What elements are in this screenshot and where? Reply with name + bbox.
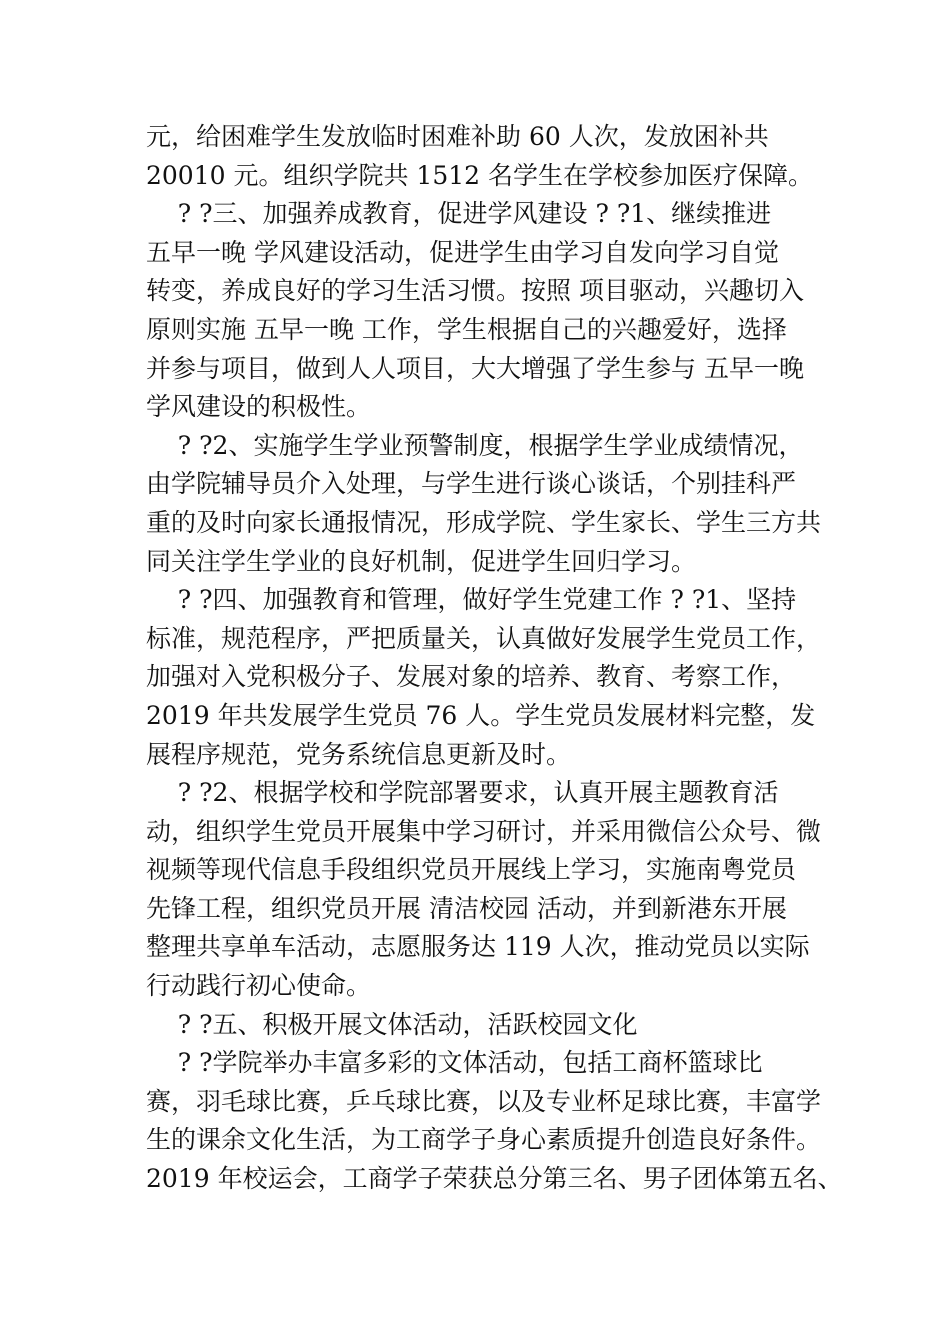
text-line: 2019 年校运会，工商学子荣获总分第三名、男子团体第五名、 bbox=[146, 1164, 843, 1194]
text-line: 学风建设的积极性。 bbox=[146, 392, 372, 422]
text-line: 五早一晚 学风建设活动，促进学生由学习自发向学习自觉 bbox=[146, 237, 779, 267]
text-line: 标准，规范程序，严把质量关，认真做好发展学生党员工作， bbox=[146, 623, 822, 653]
text-line: 赛，羽毛球比赛，乒乓球比赛，以及专业杯足球比赛，丰富学 bbox=[146, 1086, 822, 1116]
text-line: 2019 年共发展学生党员 76 人。学生党员发展材料完整，发 bbox=[146, 700, 816, 730]
text-line: 并参与项目，做到人人项目，大大增强了学生参与 五早一晚 bbox=[146, 353, 804, 383]
text-line: 生的课余文化生活，为工商学子身心素质提升创造良好条件。 bbox=[146, 1125, 822, 1155]
text-line: 20010 元。组织学院共 1512 名学生在学校参加医疗保障。 bbox=[146, 160, 813, 190]
text-line: 加强对入党积极分子、发展对象的培养、教育、考察工作， bbox=[146, 662, 797, 692]
text-line: ? ?学院举办丰富多彩的文体活动，包括工商杯篮球比 bbox=[146, 1048, 763, 1078]
text-line: 同关注学生学业的良好机制，促进学生回归学习。 bbox=[146, 546, 697, 576]
text-line: 转变，养成良好的学习生活习惯。按照 项目驱动，兴趣切入 bbox=[146, 276, 804, 306]
text-line: 重的及时向家长通报情况，形成学院、学生家长、学生三方共 bbox=[146, 507, 822, 537]
text-line: 元，给困难学生发放临时困难补助 60 人次，发放困补共 bbox=[146, 122, 769, 151]
text-line: 展程序规范，党务系统信息更新及时。 bbox=[146, 739, 572, 769]
document-body bbox=[146, 118, 843, 1199]
text-line: ? ?五、积极开展文体活动，活跃校园文化 bbox=[146, 1009, 638, 1039]
text-line: 先锋工程，组织党员开展 清洁校园 活动，并到新港东开展 bbox=[146, 893, 787, 923]
text-line: ? ?2、实施学生学业预警制度，根据学生学业成绩情况， bbox=[146, 430, 804, 460]
text-line: 行动践行初心使命。 bbox=[146, 971, 372, 1001]
text-line: 动，组织学生党员开展集中学习研讨，并采用微信公众号、微 bbox=[146, 816, 822, 846]
text-line: 原则实施 五早一晚 工作，学生根据自己的兴趣爱好，选择 bbox=[146, 314, 787, 344]
text-line: ? ?2、根据学校和学院部署要求，认真开展主题教育活 bbox=[146, 778, 779, 808]
text-line: ? ?四、加强教育和管理，做好学生党建工作 ? ?1、坚持 bbox=[146, 585, 797, 615]
text-line: ? ?三、加强养成教育，促进学风建设 ? ?1、继续推进 bbox=[146, 199, 772, 229]
text-line: 视频等现代信息手段组织党员开展线上学习，实施南粤党员 bbox=[146, 855, 797, 885]
text-line: 由学院辅导员介入处理，与学生进行谈心谈话，个别挂科严 bbox=[146, 469, 797, 499]
text-line: 整理共享单车活动，志愿服务达 119 人次，推动党员以实际 bbox=[146, 932, 810, 962]
